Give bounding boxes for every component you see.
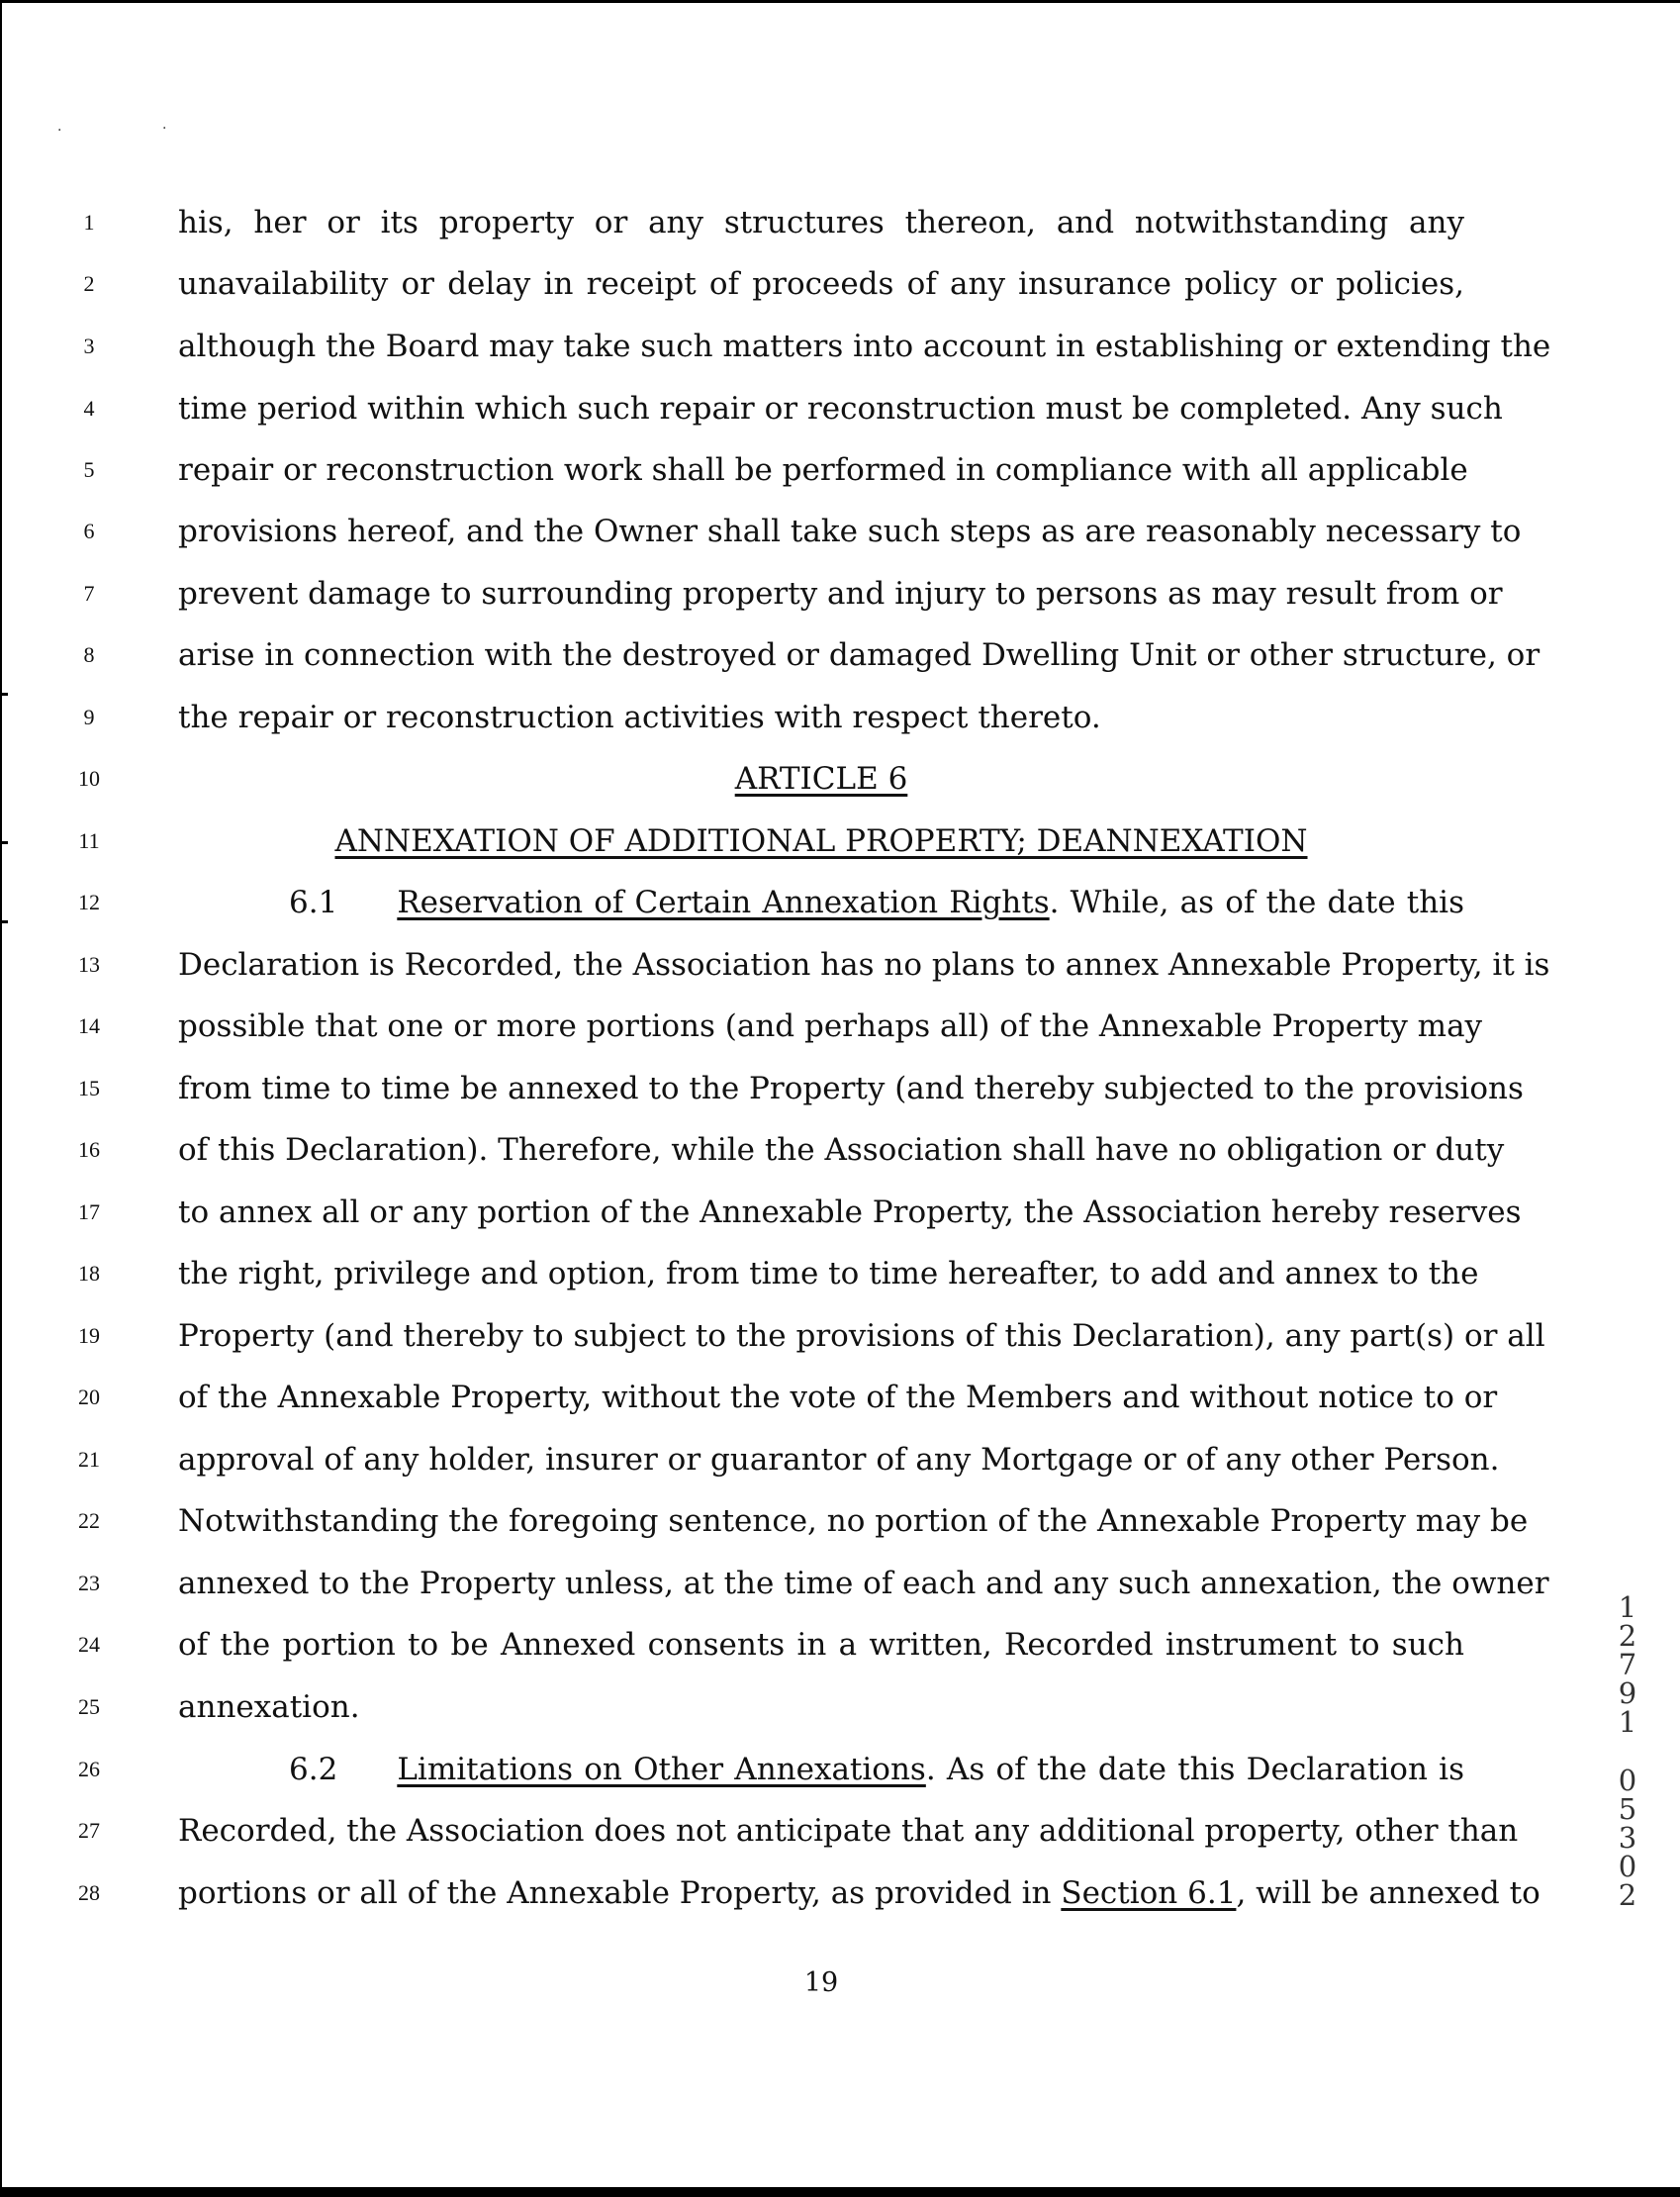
line-number: 22	[78, 1508, 100, 1533]
line-number: 1	[83, 210, 95, 235]
recording-stamp	[1613, 1590, 1642, 1912]
line-number: 13	[78, 952, 100, 977]
text-line: the repair or reconstruction activities with respect thereto.	[178, 700, 1101, 735]
text-line: of the Annexable Property, without the vote of the Members and without notice to or	[178, 1380, 1498, 1415]
stamp-digit: 1	[1618, 1705, 1637, 1739]
text-line: Property (and thereby to subject to the provisions of this Declaration), any part(s) or all	[178, 1318, 1545, 1354]
line-number: 20	[78, 1385, 100, 1409]
text-line: unavailability or delay in receipt of proceeds of any insurance policy or policies,	[178, 266, 1464, 302]
section-heading: Limitations on Other Annexations	[397, 1752, 926, 1787]
line-number: 2	[83, 271, 95, 296]
line-number: 23	[78, 1571, 100, 1595]
line-number: 6	[83, 519, 95, 543]
line-number: 21	[78, 1447, 100, 1472]
text-line: time period within which such repair or reconstruction must be completed. Any such	[178, 391, 1503, 427]
stamp-digit: 0	[1618, 1850, 1637, 1883]
line-number: 19	[78, 1323, 100, 1348]
text-line: to annex all or any portion of the Annexable Property, the Association hereby reserves	[178, 1194, 1522, 1230]
text-line: Declaration is Recorded, the Association has no plans to annex Annexable Property, it is	[178, 947, 1550, 983]
line-number: 4	[83, 396, 95, 421]
stamp-digit: 0	[1618, 1764, 1637, 1797]
line-number: 10	[78, 766, 100, 791]
line-number: 14	[78, 1013, 100, 1038]
line-number: 18	[78, 1261, 100, 1286]
margin-tick	[0, 920, 8, 923]
section-6-2-first-line	[178, 1750, 1464, 1789]
text-line: his, her or its property or any structures thereon, and notwithstanding any	[178, 205, 1464, 240]
line-number: 24	[78, 1632, 100, 1657]
text-line: arise in connection with the destroyed or damaged Dwelling Unit or other structure, or	[178, 637, 1540, 673]
section-text: . While, as of the date this	[1049, 885, 1464, 920]
text-line: approval of any holder, insurer or guarantor of any Mortgage or of any other Person.	[178, 1442, 1500, 1478]
section-text: . As of the date this Declaration is	[925, 1752, 1464, 1787]
section-heading: Reservation of Certain Annexation Rights	[397, 885, 1050, 920]
section-text: , will be annexed to	[1236, 1875, 1540, 1911]
line-number: 12	[78, 890, 100, 914]
section-number: 6.2	[289, 1752, 338, 1787]
text-line: provisions hereof, and the Owner shall take such steps as are reasonably necessary to	[178, 514, 1522, 549]
section-reference-link[interactable]: Section 6.1	[1061, 1875, 1237, 1911]
stamp-digit: 2	[1618, 1878, 1637, 1912]
line-number: 8	[83, 642, 95, 667]
stamp-digit: 7	[1618, 1648, 1637, 1681]
line-number: 9	[83, 705, 95, 729]
article-title: ANNEXATION OF ADDITIONAL PROPERTY; DEANNEXATION	[334, 823, 1308, 859]
scan-speck: ·	[162, 121, 167, 137]
line-number: 15	[78, 1076, 100, 1100]
line-number: 7	[83, 581, 95, 606]
margin-tick	[0, 693, 8, 696]
text-line: Recorded, the Association does not anticipate that any additional property, other than	[178, 1813, 1519, 1849]
text-line: annexed to the Property unless, at the time of each and any such annexation, the owner	[178, 1566, 1549, 1601]
line-number: 25	[78, 1694, 100, 1719]
text-line-with-reference	[178, 1873, 1540, 1913]
page-bottom-border	[0, 2187, 1680, 2197]
page-top-border	[0, 0, 1680, 3]
text-line: Notwithstanding the foregoing sentence, no portion of the Annexable Property may be	[178, 1503, 1529, 1539]
text-line: prevent damage to surrounding property and injury to persons as may result from or	[178, 576, 1503, 612]
scan-speck: ·	[57, 123, 62, 139]
text-line: the right, privilege and option, from time to time hereafter, to add and annex to the	[178, 1256, 1479, 1291]
line-number: 17	[78, 1199, 100, 1224]
line-number: 28	[78, 1880, 100, 1905]
text-line: although the Board may take such matters into account in establishing or extending the	[178, 329, 1551, 364]
stamp-digit: 3	[1618, 1821, 1637, 1855]
section-6-1-first-line	[178, 883, 1464, 922]
section-text: portions or all of the Annexable Property, as provided in	[178, 1875, 1062, 1911]
line-number: 3	[83, 334, 95, 358]
line-number: 27	[78, 1818, 100, 1843]
article-number: ARTICLE 6	[734, 761, 908, 797]
margin-tick	[0, 841, 8, 844]
section-number: 6.1	[289, 885, 338, 920]
line-number: 11	[78, 828, 100, 853]
text-line: annexation.	[178, 1689, 360, 1725]
line-number: 16	[78, 1137, 100, 1162]
text-line: from time to time be annexed to the Property (and thereby subjected to the provisions	[178, 1071, 1524, 1106]
stamp-digit: 9	[1618, 1676, 1637, 1710]
text-line: repair or reconstruction work shall be performed in compliance with all applicable	[178, 452, 1468, 488]
text-line: possible that one or more portions (and perhaps all) of the Annexable Property may	[178, 1008, 1483, 1044]
text-line: of the portion to be Annexed consents in a written, Recorded instrument to such	[178, 1627, 1464, 1663]
page-left-border	[0, 0, 2, 2197]
page-number: 19	[803, 1967, 839, 1998]
stamp-digit: 1	[1618, 1590, 1637, 1624]
line-number: 26	[78, 1757, 100, 1781]
stamp-gap	[1613, 1737, 1642, 1767]
stamp-digit: 5	[1618, 1792, 1637, 1826]
text-line: of this Declaration). Therefore, while the Association shall have no obligation or duty	[178, 1132, 1505, 1168]
stamp-digit: 2	[1618, 1619, 1637, 1653]
line-number: 5	[83, 457, 95, 482]
